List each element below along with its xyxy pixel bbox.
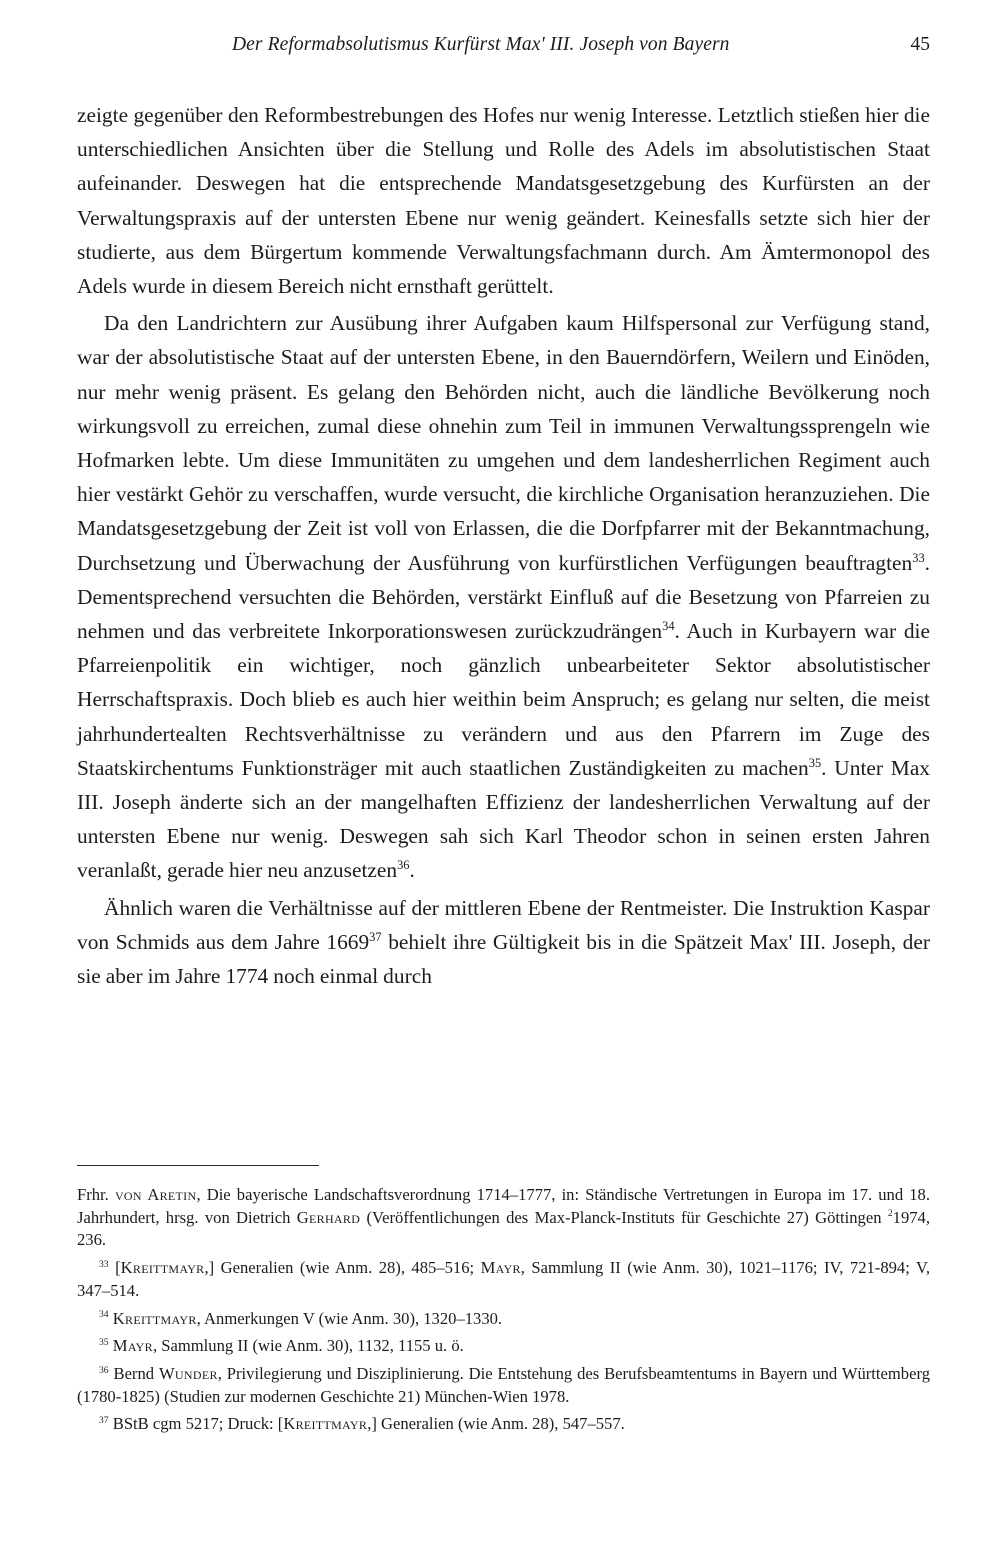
text-span: Ähnlich waren die Verhältnisse auf der mittleren Ebene der Rentmeister. Die Instruktion Kaspar von Schmids aus dem Jahre 1669 xyxy=(77,895,930,954)
author-name: Gerhard xyxy=(296,1207,361,1227)
page-number: 45 xyxy=(910,34,930,55)
footnote-separator xyxy=(77,1165,319,1166)
footnote-number: 33 xyxy=(99,1258,109,1270)
footnote-ref-36[interactable]: 36 xyxy=(397,858,410,873)
author-name: Kreittmayr xyxy=(112,1308,197,1328)
text-span: Da den Landrichtern zur Ausübung ihrer Aufgaben kaum Hilfspersonal zur Verfügung stand, war der absolutistische Staat auf der untersten Ebene, in den Bauerndörfern, Weilern und Einöden, nur mehr wenig präsent. Es gelang den Behörden nicht, auch die ländliche Bevölkerung noch wirkungsvoll zu erreichen, zumal diese ohnehin zum Teil in immunen Verwaltungssprengeln wie Hofmarken lebte. Um diese Immunitäten zu umgehen und dem landesherrlichen Regiment auch hier vestärkt Gehör zu verschaffen, wurde versucht, die kirchliche Organisation heranzuziehen. Die Mandatsgesetzgebung der Zeit ist voll von Erlassen, die die Dorfpfarrer mit der Bekanntmachung, Durchsetzung und Überwachung der Ausführung von kurfürstlichen Verfügungen beauftragten xyxy=(77,311,930,575)
running-header xyxy=(77,34,930,64)
text-span: (Veröffentlichungen des Max-Planck-Instituts für Geschichte 27) Göttingen xyxy=(360,1207,888,1227)
footnote-37 xyxy=(77,1413,930,1436)
footnote-number: 36 xyxy=(99,1364,109,1376)
footnote-34 xyxy=(77,1308,930,1331)
footnote-ref-37[interactable]: 37 xyxy=(369,929,382,944)
text-span: 1974, 236. xyxy=(77,1207,930,1250)
text-span: . Auch in Kurbayern war die Pfarreienpolitik ein wichtiger, noch gänzlich unbearbeiteter Sektor absolutistischer Herrschaftspraxis. Doch blieb es auch hier weithin beim Anspruch; es gelang nur selten, die meist jahrhundertealten Rechtsverhältnisse zu verändern und aus den Pfarrern im Zuge des Staatskirchentums Funktionsträger mit auch staatlichen Zuständigkeiten zu machen xyxy=(77,619,930,780)
paragraph-1: zeigte gegenüber den Reformbestrebungen des Hofes nur wenig Interesse. Letztlich stießen hier die unterschiedlichen Ansichten über die Stellung und Rolle des Adels im absolutistischen Staat aufeinander. Deswegen hat die entsprechende Mandatsgesetzgebung des Kurfürsten an der Verwaltungspraxis auf der untersten Ebene nur wenig geändert. Keinesfalls setzte sich hier der studierte, aus dem Bürgertum kommende Verwaltungsfachmann durch. Am Ämtermonopol des Adels wurde in diesem Bereich nicht ernsthaft gerüttelt. xyxy=(77,103,930,299)
text-span: . xyxy=(409,858,415,883)
text-span: ,] Generalien (wie Anm. 28), 485–516; xyxy=(204,1258,481,1278)
footnote-35 xyxy=(77,1335,930,1358)
footnotes xyxy=(77,1184,930,1436)
footnote-33 xyxy=(77,1257,930,1302)
footnote-number: 35 xyxy=(99,1336,109,1348)
footnote-continuation xyxy=(77,1184,930,1252)
text-span: . Dementsprechend versuchten die Behörden, verstärkt Einfluß auf die Besetzung von Pfarreien zu nehmen und das verbreitete Inkorporationswesen zurückzudrängen xyxy=(77,550,930,644)
author-name: Wunder xyxy=(158,1363,218,1383)
footnote-36 xyxy=(77,1363,930,1408)
author-name: Kreittmayr xyxy=(283,1414,368,1434)
text-span: ,] Generalien (wie Anm. 28), 547–557. xyxy=(367,1414,625,1434)
footnote-ref-35[interactable]: 35 xyxy=(808,755,822,770)
text-span: , Privilegierung und Disziplinierung. Die Entstehung des Berufsbeamtentums in Bayern und Württemberg (1780-1825) (Studien zur modernen Geschichte 21) München-Wien 1978. xyxy=(77,1363,930,1406)
main-text xyxy=(77,98,930,993)
text-span: Frhr. xyxy=(77,1185,115,1204)
running-title: Der Reformabsolutismus Kurfürst Max' III. Joseph von Bayern xyxy=(232,34,730,55)
paragraph-3 xyxy=(77,891,930,994)
footnote-ref-33[interactable]: 33 xyxy=(912,550,925,565)
footnote-number: 34 xyxy=(99,1309,109,1321)
text-span: Bernd xyxy=(108,1363,159,1383)
text-span: , Sammlung II (wie Anm. 30), 1021–1176; IV, 721-894; V, 347–514. xyxy=(77,1258,930,1300)
author-name: Mayr xyxy=(480,1258,521,1278)
text-span: , Sammlung II (wie Anm. 30), 1132, 1155 u. ö. xyxy=(152,1336,464,1356)
author-name: Kreittmayr xyxy=(120,1258,205,1278)
text-span: , Die bayerische Landschaftsverordnung 1714–1777, in: Ständische Vertretungen in Europa im 17. und 18. Jahrhundert, hrsg. von Dietrich xyxy=(77,1185,931,1227)
paragraph-2 xyxy=(77,306,930,887)
author-name: Mayr xyxy=(112,1336,153,1356)
text-span: [ xyxy=(108,1258,121,1278)
footnote-ref-34[interactable]: 34 xyxy=(662,618,675,633)
footnote-number: 37 xyxy=(99,1415,109,1427)
text-span: , Anmerkungen V (wie Anm. 30), 1320–1330. xyxy=(196,1308,503,1328)
edition-number: 2 xyxy=(887,1208,893,1220)
author-name: von Aretin xyxy=(114,1185,197,1204)
text-span: . Unter Max III. Joseph änderte sich an der mangelhaften Effizienz der landesherrlichen Verwaltung auf der untersten Ebene nur wenig. Deswegen sah sich Karl Theodor schon in seinen ersten Jahren veranlaßt, gerade hier neu anzusetzen xyxy=(77,755,931,883)
text-span: BStB cgm 5217; Druck: [ xyxy=(108,1414,284,1434)
text-span: behielt ihre Gültigkeit bis in die Spätzeit Max' III. Joseph, der sie aber im Jahre 1774 noch einmal durch xyxy=(77,929,930,989)
